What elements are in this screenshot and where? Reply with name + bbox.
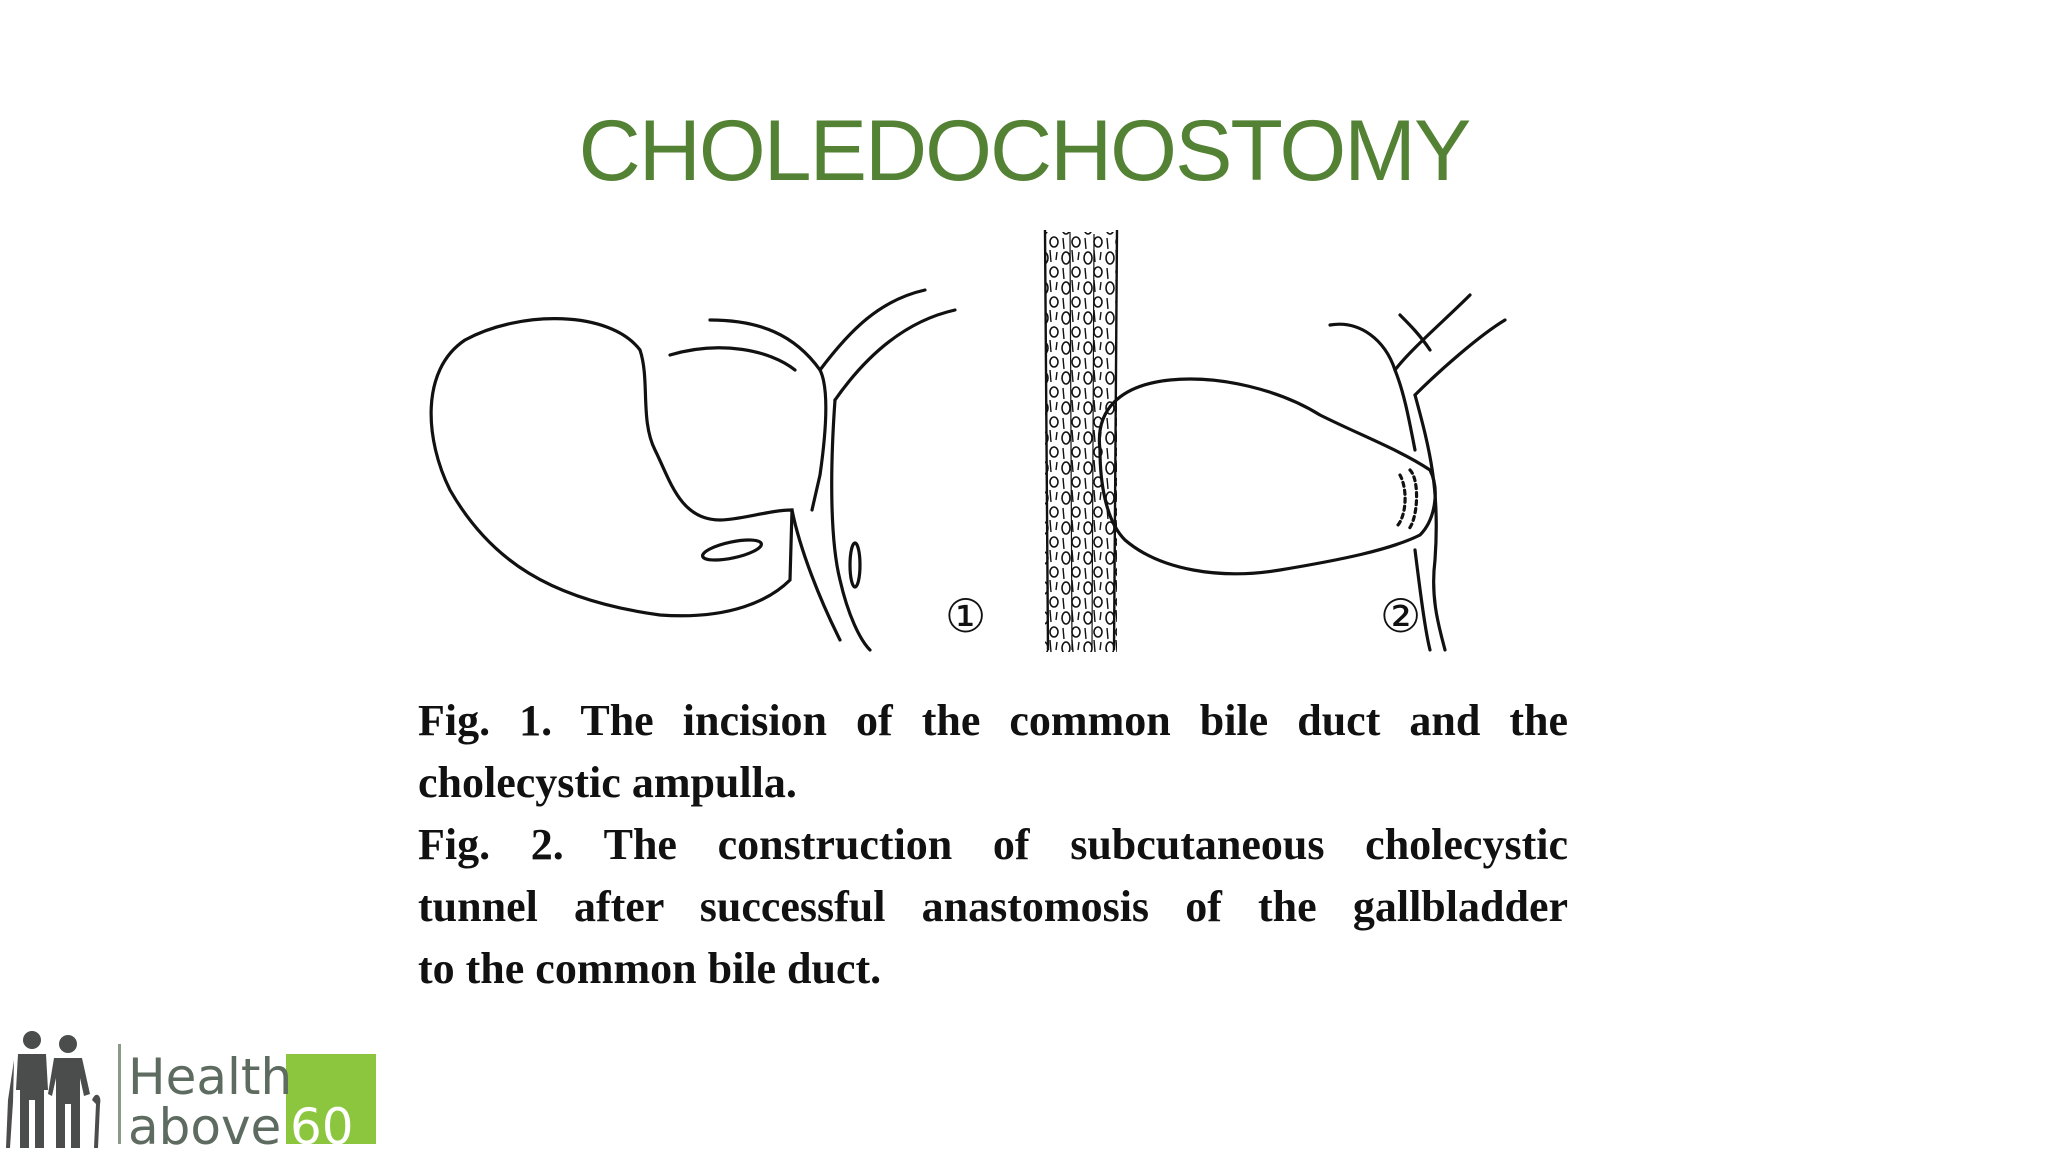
caption-line: to the common bile duct. [418, 944, 882, 993]
caption-line: Fig. 2. The construction of subcutaneous cholecystic [418, 820, 1568, 869]
logo-word-above: above [128, 1098, 282, 1152]
fig1-bile-duct [670, 290, 955, 650]
slide-title: CHOLEDOCHOSTOMY [578, 103, 1470, 199]
figure-caption [418, 690, 1568, 1000]
elderly-couple-icon [4, 1030, 104, 1150]
caption-line: cholecystic ampulla. [418, 758, 797, 807]
fig2-marker: ② [1380, 589, 1422, 643]
medical-illustration [400, 220, 1580, 680]
logo-word-health: Health [128, 1048, 293, 1106]
logo-digits: 60 [290, 1098, 354, 1152]
health-above-60-logo [0, 1030, 380, 1152]
fig2-gallbladder [1099, 379, 1435, 574]
caption-line: tunnel after successful anastomosis of the gallbladder [418, 882, 1568, 931]
caption-line: Fig. 1. The incision of the common bile duct and the [418, 696, 1568, 745]
fig1-marker: ① [945, 589, 987, 643]
figure [400, 220, 1580, 1020]
fig1-gallbladder [431, 319, 792, 616]
fig2-abdominal-wall [1045, 230, 1117, 652]
logo-divider [118, 1044, 121, 1144]
